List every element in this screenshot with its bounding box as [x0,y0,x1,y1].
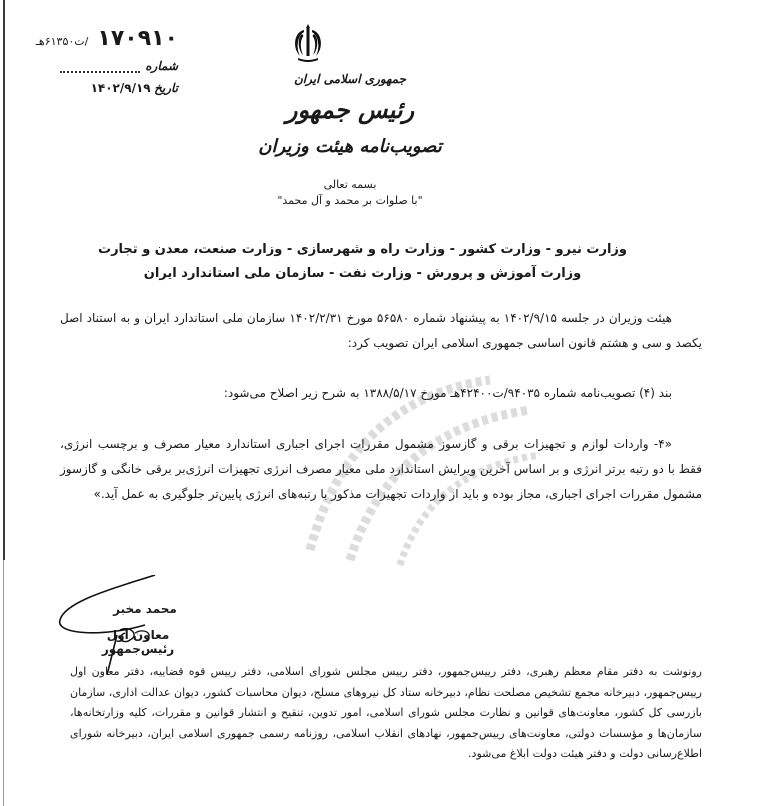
header-country: جمهوری اسلامی ایران [293,72,407,86]
reference-suffix: /ت۶۱۳۵۰هـ [35,35,89,48]
body-paragraph-amendment: «۴- واردات لوازم و تجهیزات برقی و گازسوز مشمول مقررات اجرای اجباری استاندارد معیار مصرف و برچسب انرژی، فقط با دو رتبه برتر انرژی و بر اساس آخرین ویرایش استاندارد ملی معیار مصرف انرژی تجهیزات انرژی‌بر برقی خانگی و گازسوز مشمول مقررات اجرای اجباری، مجاز بوده و باید از واردات تجهیزات مذکور با رتبه‌های انرژی پایین‌تر جلوگیری به عمل آید.» [60,437,702,501]
date-value: ۱۴۰۲/۹/۱۹ [90,81,151,95]
body-paragraph: بند (۴) تصویب‌نامه شماره ۹۴۰۳۵/ت۴۲۴۰۰هـ مورخ ۱۳۸۸/۵/۱۷ به شرح زیر اصلاح می‌شود: [223,386,672,400]
recipients-block [90,238,635,286]
page-edge-line [3,560,4,806]
recipients-line: وزارت آموزش و پرورش - وزارت نفت - سازمان ملی استاندارد ایران [143,266,582,281]
iran-emblem-icon [288,22,328,64]
cc-distribution: رونوشت به دفتر مقام معظم رهبری، دفتر رییس‌جمهور، دفتر رییس مجلس شورای اسلامی، دفتر رییس قوه قضاییه، دفتر معاون اول رییس‌جمهور، دبیرخانه مجمع تشخیص مصلحت نظام، دبیرخانه ستاد کل نیروهای مسلح، دیوان محاسبات کشور، دیوان عدالت اداری، سازمان بازرسی کل کشور، معاونت‌های قوانین و نظارت مجلس شورای اسلامی، امور تدوین، تنقیح و انتشار قوانین و مقررات، کلیه وزارتخانه‌ها، سازمان‌ها و مؤسسات دولتی، معاونت‌های رییس‌جمهور، نهادهای انقلاب اسلامی، روزنامه رسمی جمهوری اسلامی ایران، دبیرخانه شورای اطلاع‌رسانی دولت و دفتر هیئت دولت ابلاغ می‌شود. [70,665,702,760]
reference-block [28,26,178,95]
number-row [28,59,178,73]
date-row [28,81,178,95]
header-salawat: "با صلوات بر محمد و آل محمد" [277,194,423,207]
number-dots [60,71,140,73]
signatory-name: محمد مخبر [113,602,177,616]
date-label: تاریخ [154,81,178,95]
header-president: رئیس جمهور [285,95,415,124]
body-paragraph: هیئت وزیران در جلسه ۱۴۰۲/۹/۱۵ به پیشنهاد شماره ۵۶۵۸۰ مورخ ۱۴۰۲/۲/۳۱ سازمان ملی استاندارد ایران و به استناد اصل یکصد و سی و هشتم قانون اساسی جمهوری اسلامی ایران تصویب کرد: [60,311,702,350]
header-invocation: بسمه تعالی [323,178,377,191]
page-edge-line [3,0,5,560]
signature-scribble [45,575,205,675]
header-cabinet-resolution: تصویب‌نامه هیئت وزیران [258,136,442,157]
recipients-line: وزارت نیرو - وزارت کشور - وزارت راه و شهرسازی - وزارت صنعت، معدن و تجارت [98,242,627,257]
signatory-title: معاون اول رئیس‌جمهور [101,628,175,656]
number-label: شماره [145,59,178,73]
reference-number: ۱۷۰۹۱۰ [97,26,178,51]
